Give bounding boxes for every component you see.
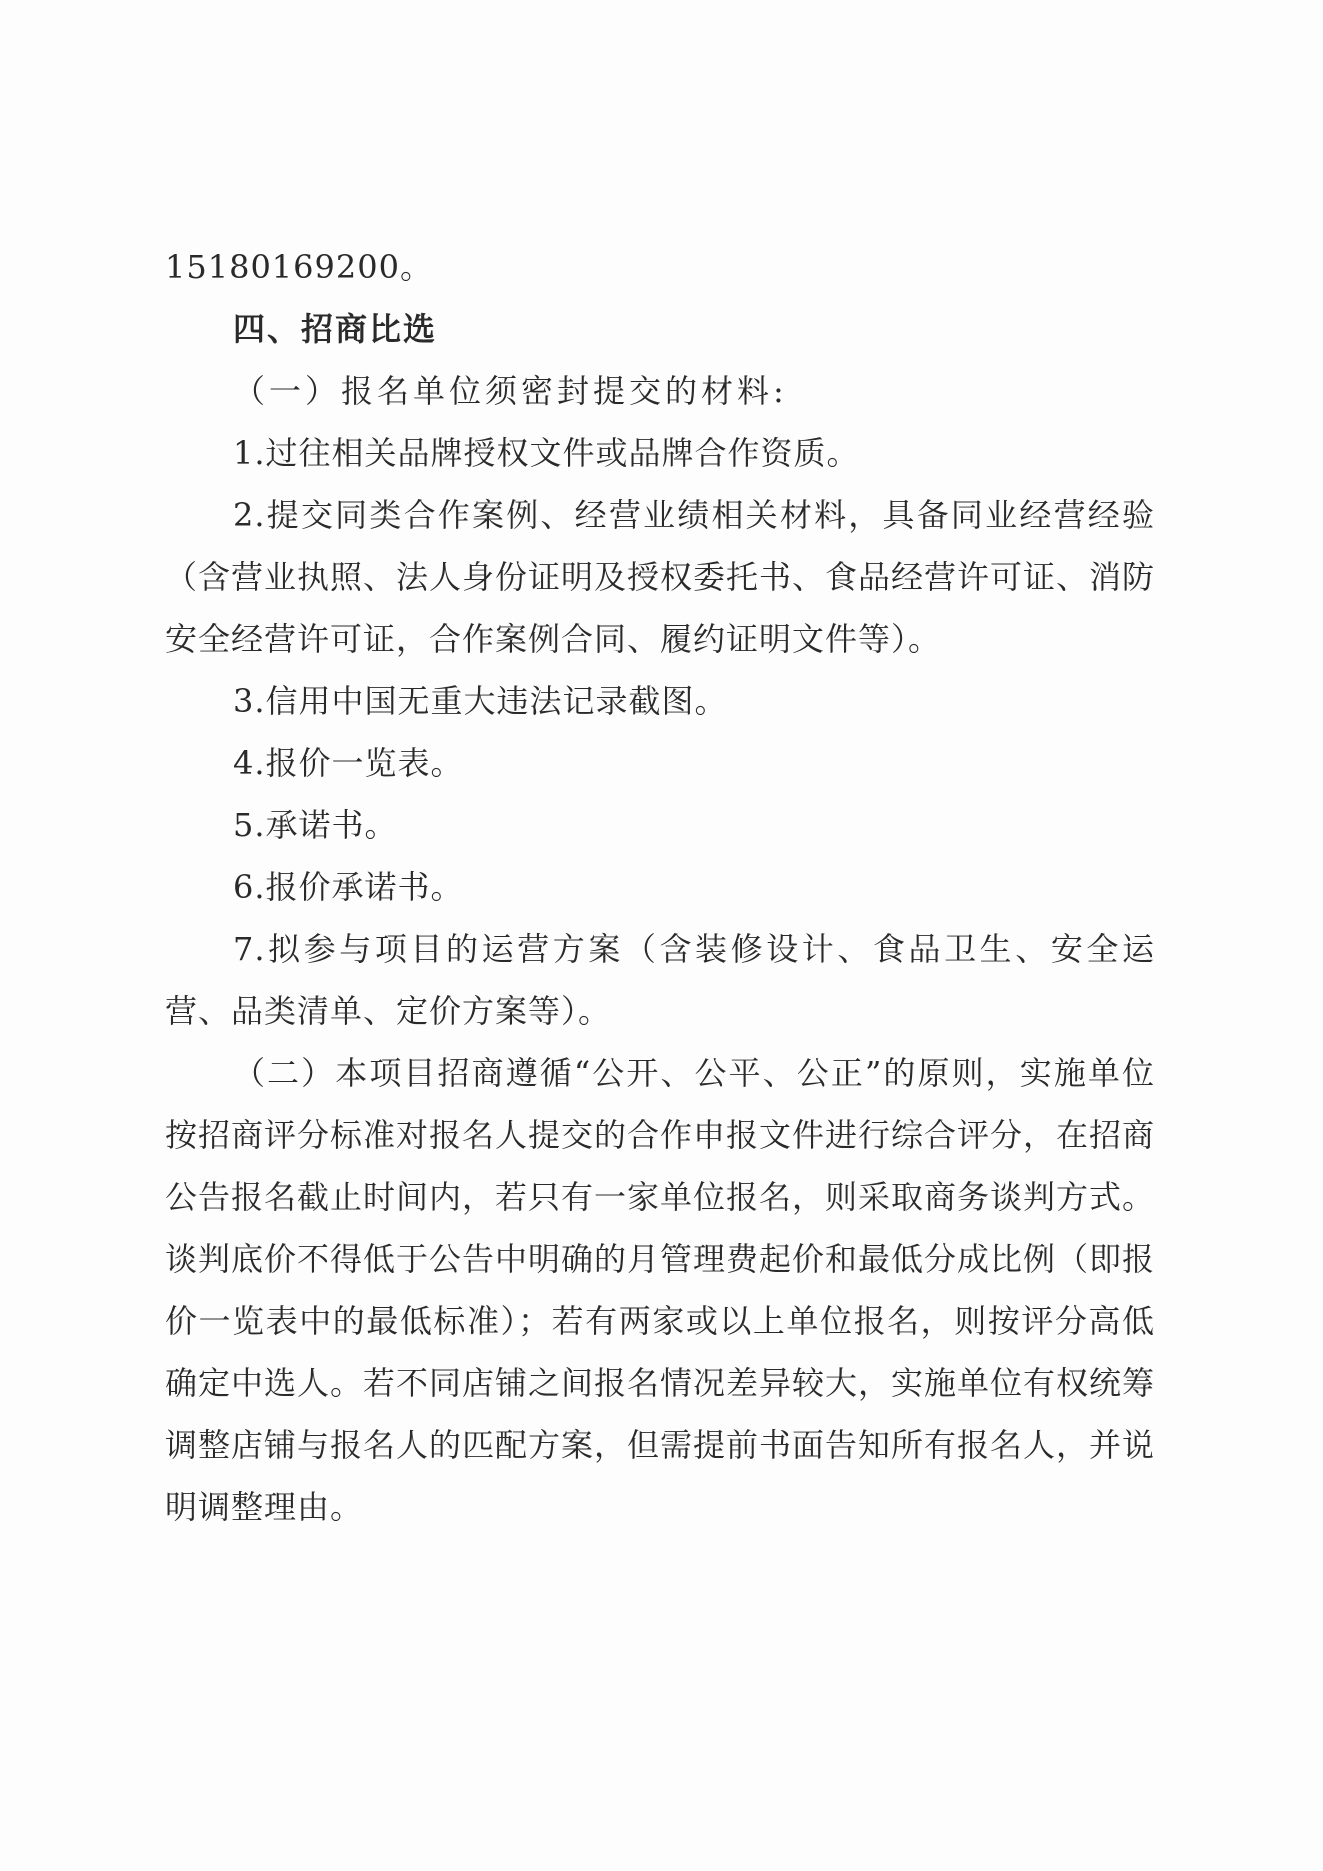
subsection-two-paragraph: （二）本项目招商遵循“公开、公平、公正”的原则，实施单位按招商评分标准对报名人提交的合作申报文件进行综合评分，在招商公告报名截止时间内，若只有一家单位报名，则采取商务谈判方式。谈判底价不得低于公告中明确的月管理费起价和最低分成比例（即报价一览表中的最低标准）；若有两家或以上单位报名，则按评分高低确定中选人。若不同店铺之间报名情况差异较大，实施单位有权统筹调整店铺与报名人的匹配方案，但需提前书面告知所有报名人，并说明调整理由。 — [165, 1054, 1156, 1526]
subsection-one-title: （一）报名单位须密封提交的材料: — [233, 372, 788, 410]
list-item: 3.信用中国无重大违法记录截图。 — [233, 682, 728, 720]
list-item: 7.拟参与项目的运营方案（含装修设计、食品卫生、安全运营、品类清单、定价方案等）。 — [165, 930, 1155, 1030]
list-item: 6.报价承诺书。 — [233, 868, 464, 906]
list-item: 5.承诺书。 — [233, 806, 398, 844]
section-heading: 四、招商比选 — [233, 310, 438, 348]
list-item: 2.提交同类合作案例、经营业绩相关材料，具备同业经营经验（含营业执照、法人身份证明及授权委托书、食品经营许可证、消防安全经营许可证，合作案例合同、履约证明文件等）。 — [165, 496, 1156, 658]
list-item: 1.过往相关品牌授权文件或品牌合作资质。 — [233, 434, 860, 472]
continued-phone-number: 15180169200。 — [165, 248, 433, 286]
list-item: 4.报价一览表。 — [233, 744, 464, 782]
document-body — [165, 236, 1155, 1538]
